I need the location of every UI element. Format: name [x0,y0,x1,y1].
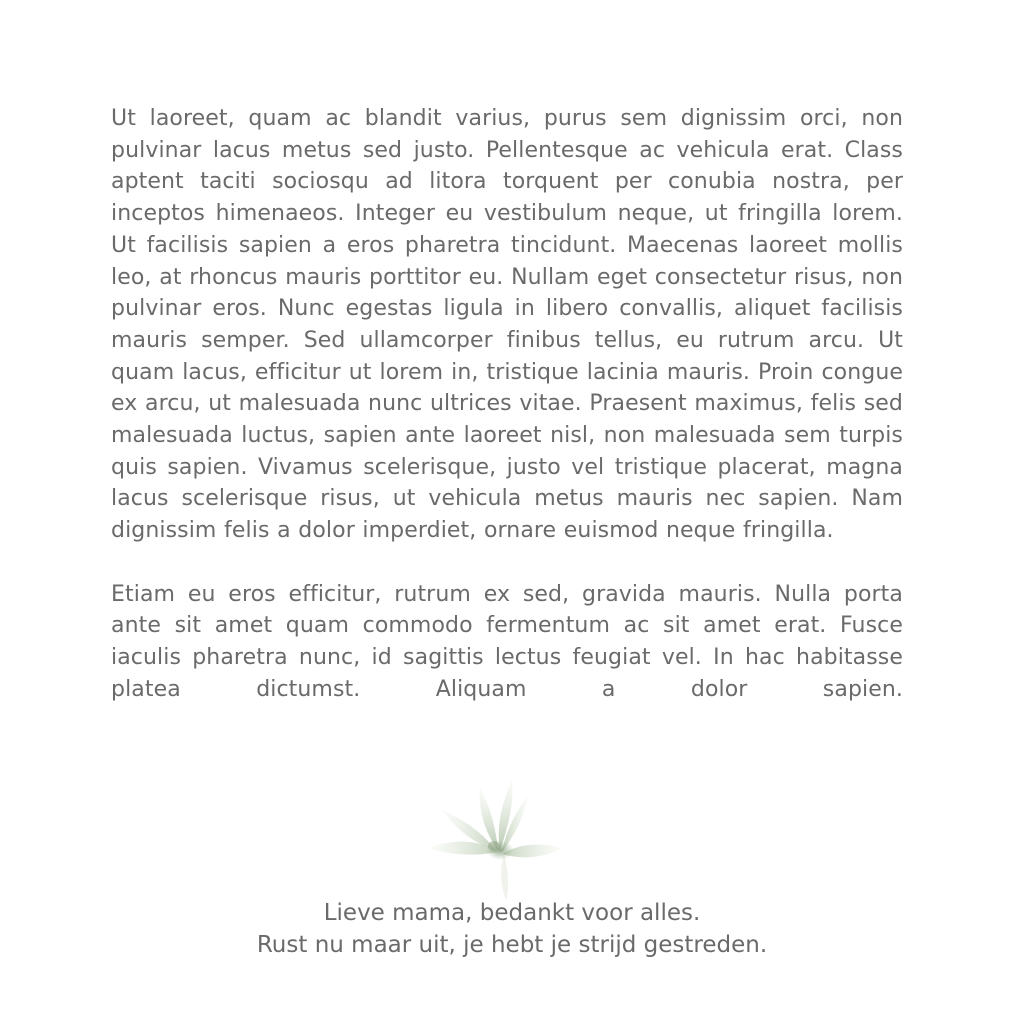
closing-line-2: Rust nu maar uit, je hebt je strijd gestreden. [256,932,768,958]
paragraph-1: Ut laoreet, quam ac blandit varius, purus sem dignissim orci, non pulvinar lacus metus sed justo. Pellentesque ac vehicula erat. Class aptent taciti sociosqu ad litora torquent per conubia nostra, per inceptos himenaeos. Integer eu vestibulum neque, ut fringilla lorem. Ut facilisis sapien a eros pharetra tincidunt. Maecenas laoreet mollis leo, at rhoncus mauris porttitor eu. Nullam eget consectetur risus, non pulvinar eros. Nunc egestas ligula in libero convallis, aliquet facilisis mauris semper. Sed ullamcorper finibus tellus, eu rutrum arcu. Ut quam lacus, efficitur ut lorem in, tristique lacinia mauris. Proin congue ex arcu, ut malesuada nunc ultrices vitae. Praesent maximus, felis sed malesuada luctus, sapien ante laoreet nisl, non malesuada sem turpis quis sapien. Vivamus scelerisque, justo vel tristique placerat, magna lacus scelerisque risus, ut vehicula metus mauris nec sapien. Nam dignissim felis a dolor imperdiet, ornare euismod neque fringilla. [111,106,903,544]
watercolor-leaf-icon [420,778,570,903]
paragraph-2: Etiam eu eros efficitur, rutrum ex sed, gravida mauris. Nulla porta ante sit amet quam commodo fermentum ac sit amet erat. Fusce iaculis pharetra nunc, id sagittis lectus feugiat vel. In hac habitasse platea dictumst. Aliquam a dolor sapien. [111,581,903,702]
closing-line-1: Lieve mama, bedankt voor alles. [323,900,701,926]
closing-message [0,897,1024,961]
body-text [111,103,903,705]
